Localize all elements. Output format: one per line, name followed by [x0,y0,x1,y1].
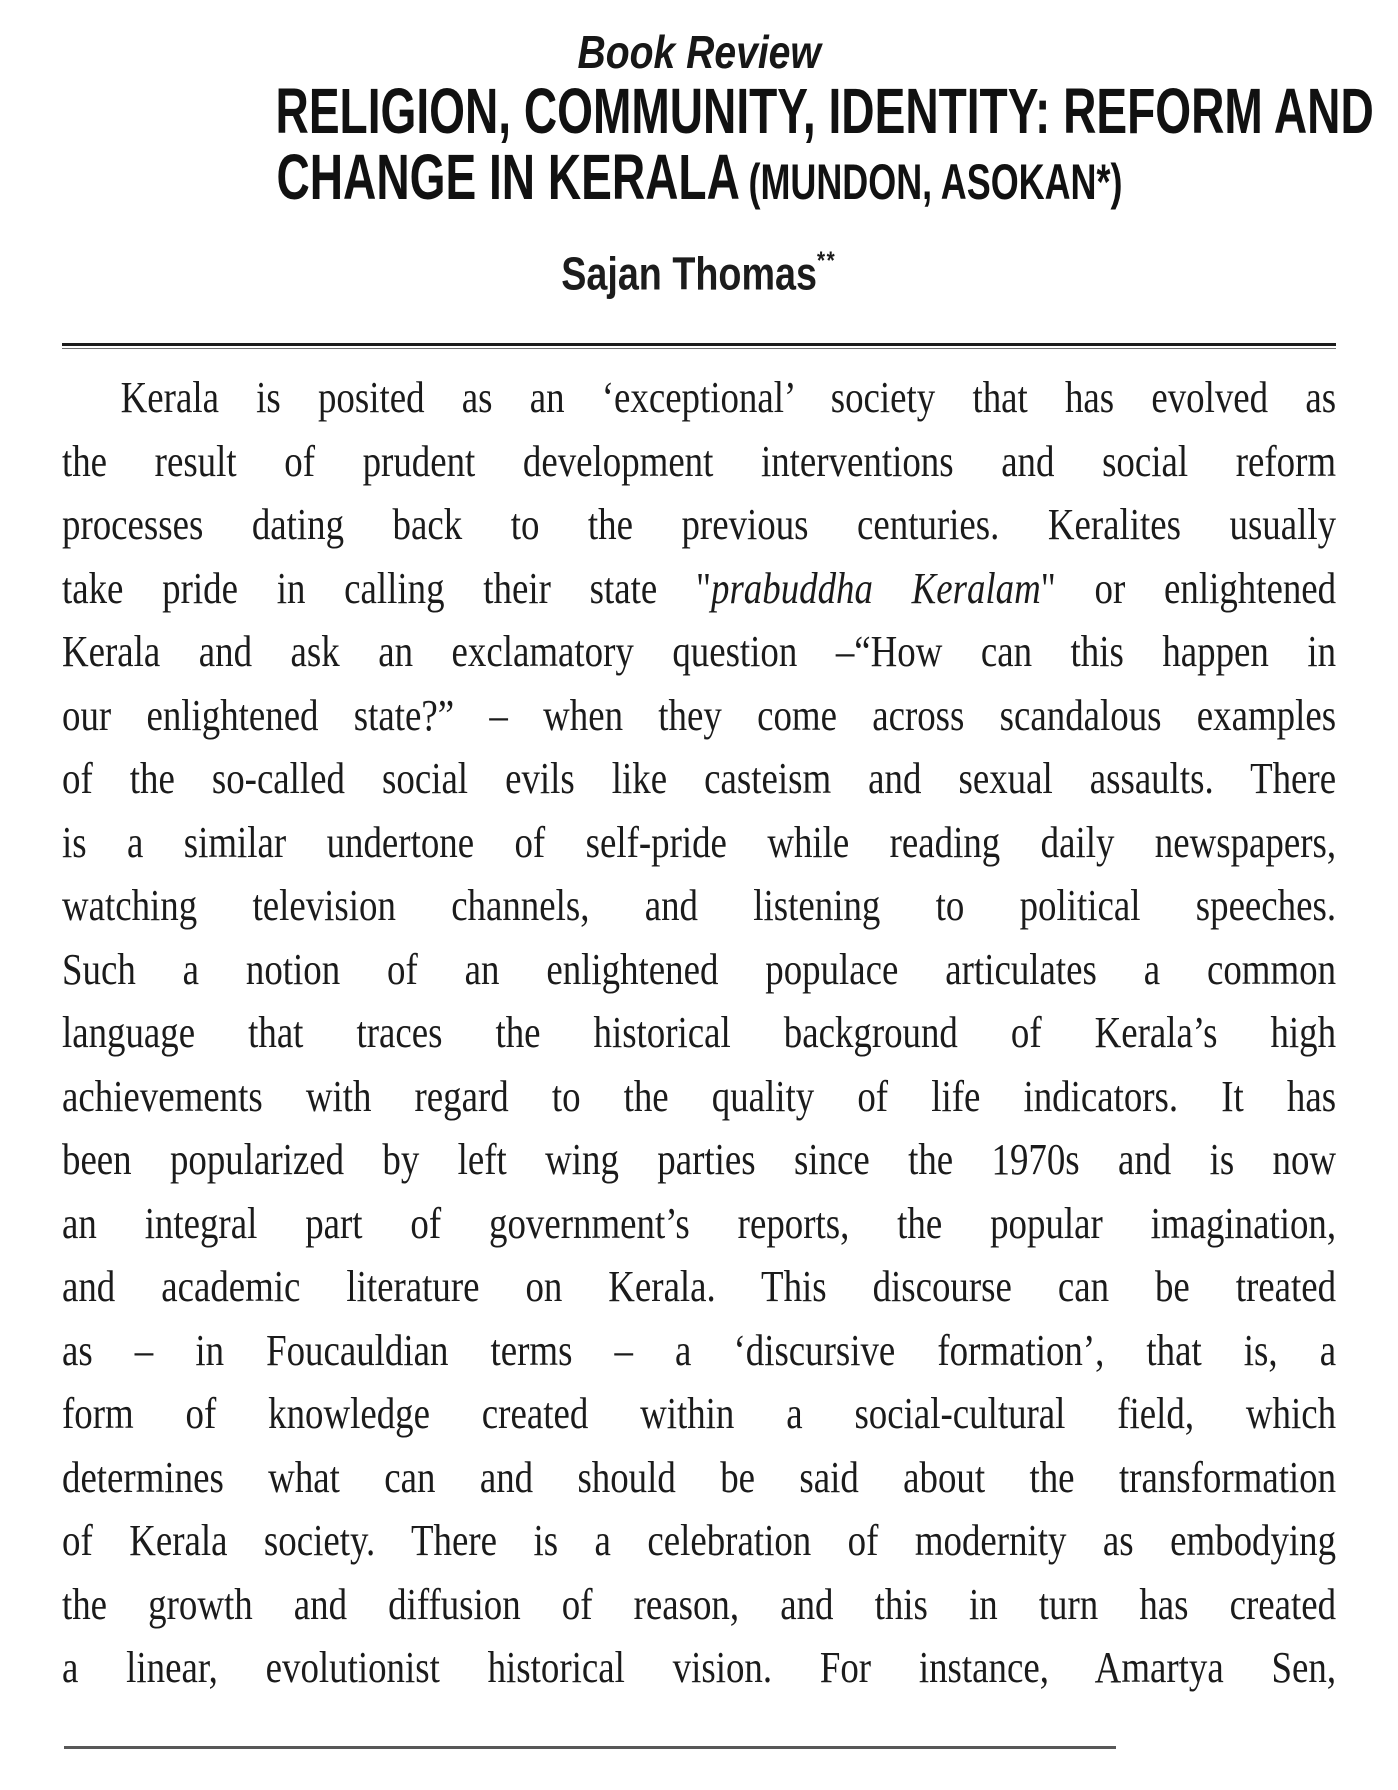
header-rule [62,343,1336,349]
page-title-line-2 [62,141,1336,215]
text-segment: language that traces the historical background of Kerala’s high [62,1008,1337,1058]
text-segment: form of knowledge created within a social-cultural field, which [62,1389,1337,1439]
text-line [62,1319,1336,1383]
page-title-line-1 [62,75,1374,147]
text-segment: Kerala and ask an exclamatory question –“How can this happen in [62,627,1337,677]
text-line [62,1128,1336,1192]
text-segment: is a similar undertone of self-pride while reading daily newspapers, [62,817,1337,867]
text-segment: the growth and diffusion of reason, and this in turn has created [62,1579,1337,1629]
author-name: Sajan Thomas [561,247,818,300]
text-segment: of the so-called social evils like casteism and sexual assaults. There [62,754,1337,804]
author-note-marker: ** [817,247,837,276]
author-line [62,239,1336,299]
text-line [62,684,1336,748]
text-segment: the result of prudent development interventions and social reform [62,436,1337,486]
text-segment: take pride in calling their state " [62,563,712,613]
page-title-line-2-main: CHANGE IN KERALA [276,141,740,213]
text-segment: of Kerala society. There is a celebration of modernity as embodying [62,1516,1337,1566]
text-segment: Such a notion of an enlightened populace articulates a common [62,944,1337,994]
text-segment: " or enlightened [1040,563,1337,613]
text-line [62,938,1336,1002]
text-segment: an integral part of government’s reports, the popular imagination, [62,1198,1337,1248]
text-line [62,1382,1336,1446]
footnote-rule [64,1746,1116,1749]
article-body [62,366,1336,1700]
journal-page [0,26,1398,1790]
text-segment: been popularized by left wing parties since the 1970s and is now [62,1135,1337,1185]
text-line [62,493,1336,557]
text-line [62,620,1336,684]
text-line [62,1509,1336,1573]
kicker-text: Book Review [577,26,821,78]
text-line [62,430,1336,494]
text-segment: achievements with regard to the quality of life indicators. It has [62,1071,1337,1121]
page-title-line-2-paren: (MUNDON, ASOKAN*) [748,154,1122,210]
text-segment: a linear, evolutionist historical vision. For instance, Amartya Sen, [62,1643,1337,1693]
text-segment: Kerala is posited as an ‘exceptional’ society that has evolved as [120,373,1337,423]
text-line [62,1255,1336,1319]
text-segment: and academic literature on Kerala. This discourse can be treated [62,1262,1337,1312]
kicker [62,26,1336,78]
page-title-line-1-text: RELIGION, COMMUNITY, IDENTITY: REFORM AND [275,75,1374,147]
text-line [62,1001,1336,1065]
text-line [62,1446,1336,1510]
text-line [62,874,1336,938]
text-line [62,811,1336,875]
text-segment: as – in Foucauldian terms – a ‘discursive formation’, that is, a [62,1325,1337,1375]
text-segment: watching television channels, and listening to political speeches. [62,881,1337,931]
text-line [62,1573,1336,1637]
italic-text-segment: prabuddha Keralam [711,563,1041,613]
text-line [62,1636,1336,1700]
text-line [62,747,1336,811]
text-line [62,1065,1336,1129]
text-line [62,557,1336,621]
text-segment: our enlightened state?” – when they come across scandalous examples [62,690,1337,740]
text-line [62,366,1336,430]
text-segment: determines what can and should be said about the transformation [62,1452,1337,1502]
text-line [62,1192,1336,1256]
text-segment: processes dating back to the previous centuries. Keralites usually [62,500,1337,550]
